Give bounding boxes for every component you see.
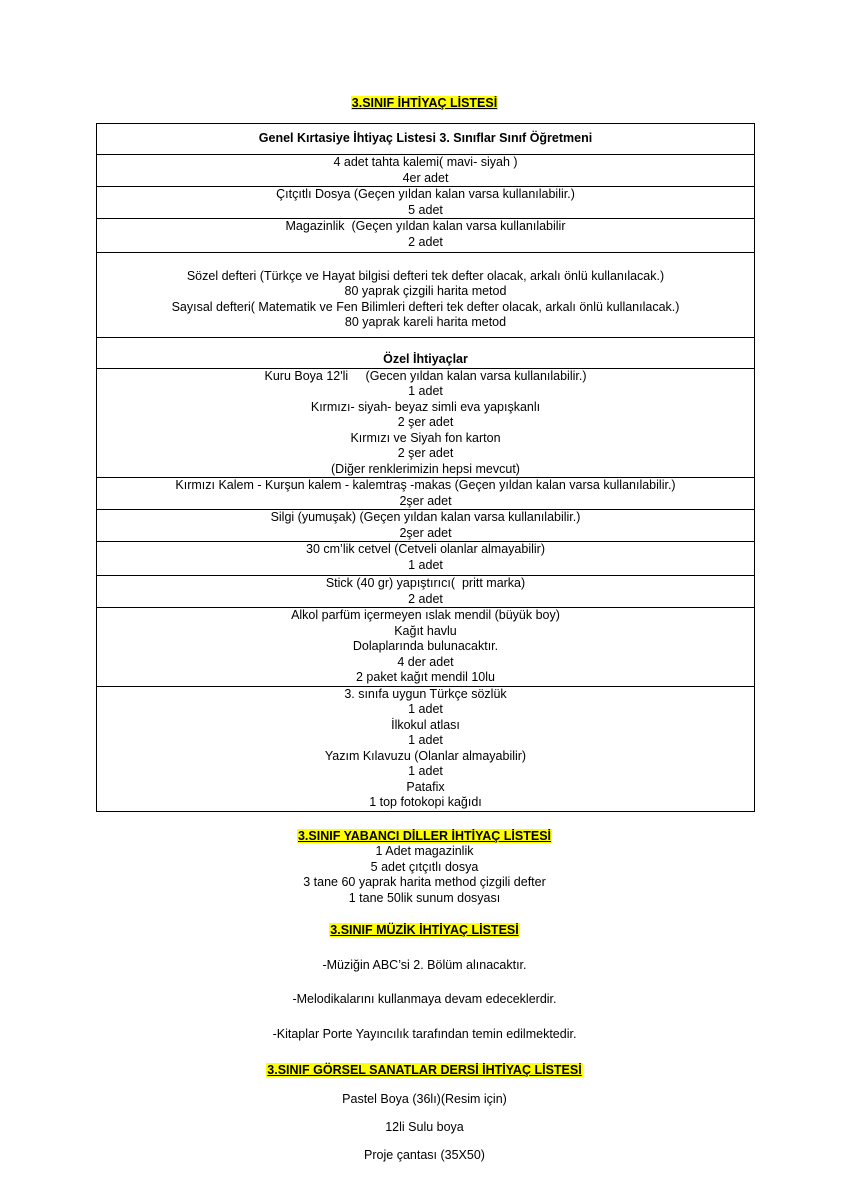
main-title: 3.SINIF İHTİYAÇ LİSTESİ: [351, 96, 498, 110]
foreign-language-title: 3.SINIF YABANCI DİLLER İHTİYAÇ LİSTESİ: [297, 829, 552, 843]
list-item: İlkokul atlası: [391, 717, 460, 732]
list-item: 4 der adet: [397, 654, 454, 669]
list-item: 5 adet çıtçıtlı dosya: [370, 859, 479, 874]
list-item: 2 adet: [408, 234, 443, 249]
list-item: 2 şer adet: [397, 415, 454, 429]
list-item: 1 Adet magazinlik: [375, 844, 474, 858]
list-item: 5 adet: [408, 202, 443, 217]
list-item: Magazinlik (Geçen yıldan kalan varsa kullanılabilir: [285, 219, 566, 233]
table-header: Genel Kırtasiye İhtiyaç Listesi 3. Sınıflar Sınıf Öğretmeni: [97, 124, 755, 155]
list-item: 80 yaprak kareli harita metod: [344, 315, 507, 329]
list-item: Stick (40 gr) yapıştırıcı( pritt marka): [325, 576, 526, 590]
list-item: 1 adet: [408, 384, 443, 398]
list-item: Çıtçıtlı Dosya (Geçen yıldan kalan varsa kullanılabilir.): [276, 187, 575, 201]
list-item: 1 adet: [408, 702, 443, 716]
music-item-2: -Melodikalarını kullanmaya devam edeceklerdir.: [292, 992, 557, 1006]
special-section-title: Özel İhtiyaçlar: [97, 337, 755, 368]
list-item: 1 adet: [408, 733, 443, 747]
list-item: 2şer adet: [399, 525, 452, 540]
table-row: [97, 686, 755, 811]
list-item: 4er adet: [402, 170, 449, 185]
list-item: 2 şer adet: [397, 446, 454, 460]
list-item: Kırmızı- siyah- beyaz simli eva yapışkanlı: [310, 399, 541, 414]
list-item: Patafix: [406, 779, 445, 794]
special-row-2: [97, 478, 755, 510]
table-row: [97, 155, 755, 187]
special-row-4: [97, 542, 755, 576]
list-item: Kağıt havlu: [394, 623, 457, 638]
list-item: [97, 253, 754, 269]
list-item: Kırmızı Kalem - Kurşun kalem - kalemtraş -makas (Geçen yıldan kalan varsa kullanılabilir.): [175, 478, 676, 492]
list-item: 1 top fotokopi kağıdı: [369, 795, 482, 809]
list-item: 4 adet tahta kalemi( mavi- siyah ): [333, 155, 518, 169]
table-row: [97, 253, 755, 338]
special-row-6: [97, 608, 755, 687]
table-row: [97, 478, 755, 510]
music-item-3: -Kitaplar Porte Yayıncılık tarafından temin edilmektedir.: [272, 1027, 577, 1041]
general-row-2: [97, 187, 755, 219]
music-item-1: -Müziğin ABC’si 2. Bölüm alınacaktır.: [322, 958, 527, 972]
supply-table: [96, 123, 755, 812]
list-item: 80 yaprak çizgili harita metod: [344, 284, 507, 298]
music-title: 3.SINIF MÜZİK İHTİYAÇ LİSTESİ: [330, 923, 519, 937]
art-item-2: 12li Sulu boya: [385, 1120, 464, 1134]
list-item: (Diğer renklerimizin hepsi mevcut): [331, 461, 520, 476]
table-header-row: [97, 124, 755, 155]
general-row-1: [97, 155, 755, 187]
table-row: [97, 368, 755, 478]
list-item: Kuru Boya 12'li (Gecen yıldan kalan varsa kullanılabilir.): [264, 368, 587, 383]
list-item: Dolaplarında bulunacaktır.: [352, 639, 499, 653]
table-row: [97, 510, 755, 542]
list-item: Sözel defteri (Türkçe ve Hayat bilgisi defteri tek defter olacak, arkalı önlü kullanılacak.): [186, 268, 665, 283]
general-row-4: [97, 253, 755, 338]
list-item: 2 paket kağıt mendil 10lu: [356, 670, 495, 684]
list-item: 2şer adet: [399, 493, 452, 508]
special-row-7: [97, 686, 755, 811]
list-item: 3. sınıfa uygun Türkçe sözlük: [344, 686, 507, 701]
list-item: 1 adet: [408, 764, 443, 778]
list-item: 2 adet: [408, 591, 443, 606]
list-item: Kırmızı ve Siyah fon karton: [350, 430, 501, 445]
list-item: Silgi (yumuşak) (Geçen yıldan kalan varsa kullanılabilir.): [270, 510, 581, 524]
special-section-row: [97, 337, 755, 368]
list-item: 1 adet: [408, 557, 443, 572]
art-title: 3.SINIF GÖRSEL SANATLAR DERSİ İHTİYAÇ LİSTESİ: [267, 1063, 582, 1077]
list-item: Sayısal defteri( Matematik ve Fen Bilimleri defteri tek defter olacak, arkalı önlü kullanılacak.): [171, 299, 680, 314]
table-row: [97, 187, 755, 219]
list-item: 3 tane 60 yaprak harita method çizgili defter: [303, 875, 546, 889]
table-row: [97, 576, 755, 608]
table-row: [97, 542, 755, 576]
special-row-1: [97, 368, 755, 478]
list-item: 30 cm’lik cetvel (Cetveli olanlar almayabilir): [306, 542, 545, 556]
special-row-3: [97, 510, 755, 542]
table-row: [97, 219, 755, 253]
list-item: Alkol parfüm içermeyen ıslak mendil (büyük boy): [291, 608, 560, 622]
table-row: [97, 608, 755, 687]
general-row-3: [97, 219, 755, 253]
list-item: Yazım Kılavuzu (Olanlar almayabilir): [324, 748, 527, 763]
list-item: 1 tane 50lik sunum dosyası: [348, 890, 501, 905]
foreign-language-list: [0, 844, 849, 906]
art-item-1: Pastel Boya (36lı)(Resim için): [342, 1092, 507, 1106]
art-item-3: Proje çantası (35X50): [364, 1148, 485, 1162]
special-row-5: [97, 576, 755, 608]
